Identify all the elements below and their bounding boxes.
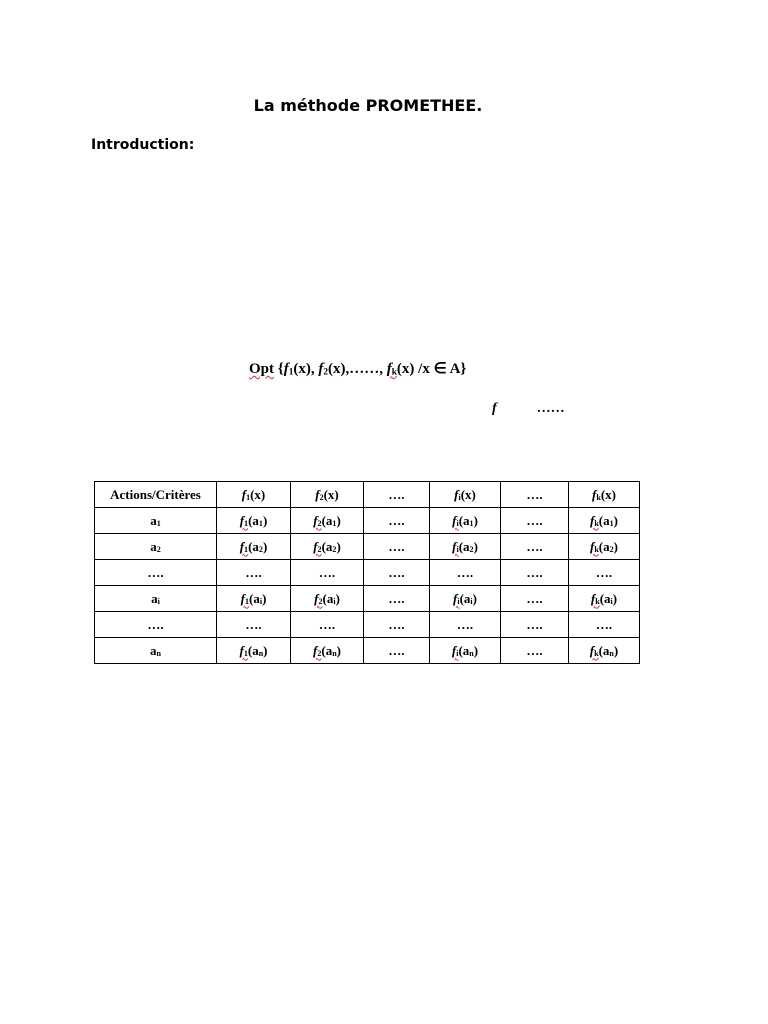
criterion-index: i bbox=[458, 492, 461, 502]
action-symbol: a bbox=[151, 590, 158, 606]
eval-action-index: 1 bbox=[469, 518, 474, 528]
eval-fn bbox=[239, 643, 247, 658]
eval-action: a bbox=[462, 642, 470, 658]
eval-f: f bbox=[452, 538, 457, 554]
eval-action-index: n bbox=[609, 648, 614, 658]
eval-f-index: k bbox=[594, 544, 599, 554]
cell-text: …. bbox=[245, 564, 262, 580]
eval-f-index: i bbox=[456, 648, 459, 658]
eval-action: a bbox=[252, 512, 259, 528]
f-line bbox=[492, 401, 565, 417]
action-index: 1 bbox=[156, 518, 161, 528]
eval-f: f bbox=[452, 590, 458, 606]
eval-f-index: k bbox=[595, 596, 600, 606]
eval-fn bbox=[452, 513, 459, 528]
table-row bbox=[95, 638, 640, 664]
table-cell: $f_2(a_2)$ bbox=[291, 534, 364, 560]
cell-text: …. bbox=[526, 616, 543, 632]
eval-fn bbox=[240, 539, 248, 554]
eval-fn bbox=[590, 643, 599, 658]
table-cell bbox=[364, 534, 430, 560]
eval-fn bbox=[314, 591, 322, 606]
table-cell: $f_i(a_1)$ bbox=[430, 508, 501, 534]
criterion-symbol: f bbox=[454, 486, 459, 502]
table-row bbox=[95, 560, 640, 586]
eval-f: f bbox=[314, 590, 319, 606]
table-cell bbox=[364, 612, 430, 638]
table-cell bbox=[430, 612, 501, 638]
table-cell bbox=[501, 560, 569, 586]
cell-text: …. bbox=[388, 590, 405, 606]
optimization-formula bbox=[249, 359, 466, 378]
header-cell bbox=[569, 482, 640, 508]
criterion-symbol: f bbox=[592, 486, 597, 502]
cell-text: …. bbox=[147, 564, 164, 580]
cell-text: …. bbox=[318, 616, 336, 632]
table-cell bbox=[95, 534, 217, 560]
eval-f-index: 2 bbox=[318, 596, 323, 606]
opt-keyword: Opt bbox=[249, 361, 275, 377]
eval-f: f bbox=[240, 590, 245, 606]
action-index: i bbox=[157, 596, 160, 606]
intro-heading: Introduction: bbox=[91, 137, 195, 153]
table-header-row bbox=[95, 482, 640, 508]
criteria-table-body bbox=[95, 482, 640, 664]
table-cell: $f_1(a_1)$ bbox=[217, 508, 291, 534]
criterion-arg: (x) bbox=[250, 486, 266, 502]
eval-fn bbox=[590, 513, 599, 528]
eval-f-index: 1 bbox=[244, 596, 249, 606]
table-cell bbox=[291, 560, 364, 586]
table-row bbox=[95, 508, 640, 534]
table-cell: $f_k(a_n)$ bbox=[569, 638, 640, 664]
eval-action-index: 2 bbox=[258, 544, 263, 554]
cell-text: …. bbox=[526, 486, 543, 502]
action-symbol: a bbox=[150, 642, 157, 658]
action-symbol: a bbox=[150, 538, 157, 554]
formula-f2-sub: 2 bbox=[323, 367, 328, 378]
eval-f-index: i bbox=[456, 518, 459, 528]
formula-fk: f bbox=[386, 361, 392, 377]
eval-fn bbox=[241, 591, 249, 606]
table-cell bbox=[501, 612, 569, 638]
table-cell: $f_i(a_2)$ bbox=[430, 534, 501, 560]
table-cell bbox=[430, 560, 501, 586]
criterion-index: k bbox=[596, 492, 601, 502]
eval-f-index: 1 bbox=[244, 518, 249, 528]
criterion-index: 2 bbox=[319, 492, 324, 502]
eval-f-index: 2 bbox=[317, 544, 322, 554]
eval-action: a bbox=[326, 590, 334, 606]
eval-f-index: 1 bbox=[243, 648, 248, 658]
eval-f-index: 1 bbox=[244, 544, 249, 554]
table-cell bbox=[501, 508, 569, 534]
eval-action-index: 1 bbox=[609, 518, 614, 528]
eval-f: f bbox=[590, 590, 596, 606]
eval-action-index: 1 bbox=[332, 518, 337, 528]
table-cell bbox=[95, 612, 217, 638]
eval-action-index: 1 bbox=[258, 518, 263, 528]
header-cell bbox=[95, 482, 217, 508]
header-cell bbox=[364, 482, 430, 508]
table-cell: $f_2(a_i)$ bbox=[291, 586, 364, 612]
table-cell: $f_i(a_i)$ bbox=[430, 586, 501, 612]
eval-f: f bbox=[589, 512, 595, 528]
table-cell: $f_k(a_i)$ bbox=[569, 586, 640, 612]
f-line-symbol: f bbox=[492, 401, 497, 416]
eval-action-index: i bbox=[333, 596, 336, 606]
table-cell bbox=[364, 638, 430, 664]
table-cell: $f_k(a_2)$ bbox=[569, 534, 640, 560]
formula-fk-sub: k bbox=[391, 367, 397, 378]
eval-fn bbox=[452, 643, 459, 658]
eval-f: f bbox=[451, 642, 457, 658]
table-row bbox=[95, 534, 640, 560]
eval-fn bbox=[590, 539, 599, 554]
eval-action: a bbox=[603, 538, 610, 554]
eval-action-index: 2 bbox=[469, 544, 474, 554]
eval-action-index: 2 bbox=[332, 544, 337, 554]
action-index: n bbox=[156, 648, 161, 658]
formula-f2-arg: (x),……, bbox=[328, 361, 387, 377]
eval-f-index: i bbox=[457, 596, 460, 606]
cell-text: …. bbox=[526, 512, 543, 528]
cell-text: …. bbox=[388, 616, 405, 632]
table-cell bbox=[364, 586, 430, 612]
eval-f-index: 2 bbox=[317, 648, 322, 658]
cell-text: …. bbox=[388, 642, 405, 658]
eval-f: f bbox=[313, 538, 318, 554]
eval-f: f bbox=[239, 642, 244, 658]
table-cell: $f_k(a_1)$ bbox=[569, 508, 640, 534]
table-cell: $f_1(a_n)$ bbox=[217, 638, 291, 664]
cell-text: …. bbox=[388, 538, 405, 554]
formula-f1-sub: 1 bbox=[288, 367, 294, 378]
eval-f: f bbox=[589, 642, 595, 658]
cell-text: …. bbox=[526, 642, 543, 658]
table-row bbox=[95, 586, 640, 612]
eval-f: f bbox=[313, 512, 318, 528]
table-cell bbox=[364, 560, 430, 586]
header-cell bbox=[217, 482, 291, 508]
eval-f: f bbox=[589, 538, 595, 554]
eval-fn bbox=[453, 591, 460, 606]
eval-action-index: 2 bbox=[609, 544, 614, 554]
eval-action: a bbox=[463, 590, 471, 606]
eval-f-index: i bbox=[456, 544, 459, 554]
table-cell bbox=[95, 560, 217, 586]
table-cell: $f_1(a_2)$ bbox=[217, 534, 291, 560]
table-row bbox=[95, 612, 640, 638]
table-cell bbox=[501, 586, 569, 612]
eval-action: a bbox=[604, 590, 611, 606]
eval-action: a bbox=[252, 642, 259, 658]
table-cell bbox=[569, 560, 640, 586]
header-cell bbox=[430, 482, 501, 508]
header-cell bbox=[291, 482, 364, 508]
table-cell bbox=[569, 612, 640, 638]
eval-fn bbox=[313, 643, 321, 658]
formula-open: { bbox=[274, 361, 284, 377]
eval-f: f bbox=[239, 538, 245, 554]
eval-fn bbox=[591, 591, 600, 606]
cell-text: Actions/Critères bbox=[110, 486, 201, 502]
eval-action: a bbox=[325, 512, 333, 528]
table-cell: $f_2(a_1)$ bbox=[291, 508, 364, 534]
eval-action: a bbox=[325, 642, 333, 658]
table-cell: $f_i(a_n)$ bbox=[430, 638, 501, 664]
formula-f2: f bbox=[318, 361, 324, 377]
eval-action: a bbox=[325, 538, 333, 554]
table-cell bbox=[291, 612, 364, 638]
header-cell bbox=[501, 482, 569, 508]
eval-f-index: k bbox=[594, 648, 599, 658]
criterion-arg: (x) bbox=[460, 486, 476, 502]
criterion-arg: (x) bbox=[323, 486, 339, 502]
eval-f: f bbox=[452, 512, 457, 528]
action-index: 2 bbox=[156, 544, 161, 554]
table-cell bbox=[501, 638, 569, 664]
page-title: La méthode PROMETHEE. bbox=[253, 96, 483, 115]
eval-action-index: n bbox=[258, 648, 264, 658]
eval-f-index: 2 bbox=[317, 518, 322, 528]
criterion-arg: (x) bbox=[600, 486, 616, 502]
eval-action: a bbox=[252, 538, 259, 554]
eval-fn bbox=[240, 513, 248, 528]
criterion-symbol: f bbox=[241, 486, 247, 502]
cell-text: …. bbox=[526, 538, 543, 554]
eval-fn bbox=[313, 539, 321, 554]
formula-fk-wrap bbox=[387, 361, 397, 377]
cell-text: …. bbox=[456, 564, 474, 580]
table-cell: $f_1(a_i)$ bbox=[217, 586, 291, 612]
table-cell bbox=[95, 586, 217, 612]
eval-action: a bbox=[463, 538, 470, 554]
eval-f: f bbox=[239, 512, 245, 528]
cell-text: …. bbox=[147, 616, 164, 632]
table-cell bbox=[95, 508, 217, 534]
cell-text: …. bbox=[456, 616, 474, 632]
cell-text: …. bbox=[245, 616, 262, 632]
table-cell bbox=[217, 560, 291, 586]
eval-fn bbox=[452, 539, 459, 554]
criteria-table bbox=[94, 481, 640, 664]
table-cell bbox=[364, 508, 430, 534]
cell-text: …. bbox=[318, 564, 336, 580]
table-cell bbox=[501, 534, 569, 560]
criterion-index: 1 bbox=[246, 492, 251, 502]
eval-action-index: i bbox=[610, 596, 613, 606]
table-cell bbox=[217, 612, 291, 638]
criterion-symbol: f bbox=[315, 486, 320, 502]
cell-text: …. bbox=[526, 564, 543, 580]
cell-text: …. bbox=[388, 564, 405, 580]
eval-action: a bbox=[603, 512, 610, 528]
eval-action-index: n bbox=[332, 648, 337, 658]
table-cell: $f_2(a_n)$ bbox=[291, 638, 364, 664]
eval-action-index: i bbox=[470, 596, 473, 606]
action-symbol: a bbox=[150, 512, 157, 528]
cell-text: …. bbox=[388, 486, 405, 502]
formula-f1: f bbox=[283, 361, 289, 377]
cell-text: …. bbox=[595, 616, 613, 632]
cell-text: …. bbox=[526, 590, 543, 606]
eval-f: f bbox=[312, 642, 318, 658]
formula-f1-arg: (x), bbox=[293, 361, 319, 377]
formula-fk-arg: (x) /x ∈ A} bbox=[396, 361, 467, 377]
eval-action: a bbox=[463, 512, 470, 528]
eval-action: a bbox=[253, 590, 260, 606]
table-cell bbox=[95, 638, 217, 664]
eval-action: a bbox=[602, 642, 610, 658]
eval-action-index: i bbox=[259, 596, 263, 606]
eval-fn bbox=[313, 513, 321, 528]
eval-action-index: n bbox=[469, 648, 474, 658]
cell-text: …. bbox=[388, 512, 405, 528]
f-line-dots: …… bbox=[536, 401, 565, 416]
eval-f-index: k bbox=[594, 518, 599, 528]
cell-text: …. bbox=[595, 564, 613, 580]
